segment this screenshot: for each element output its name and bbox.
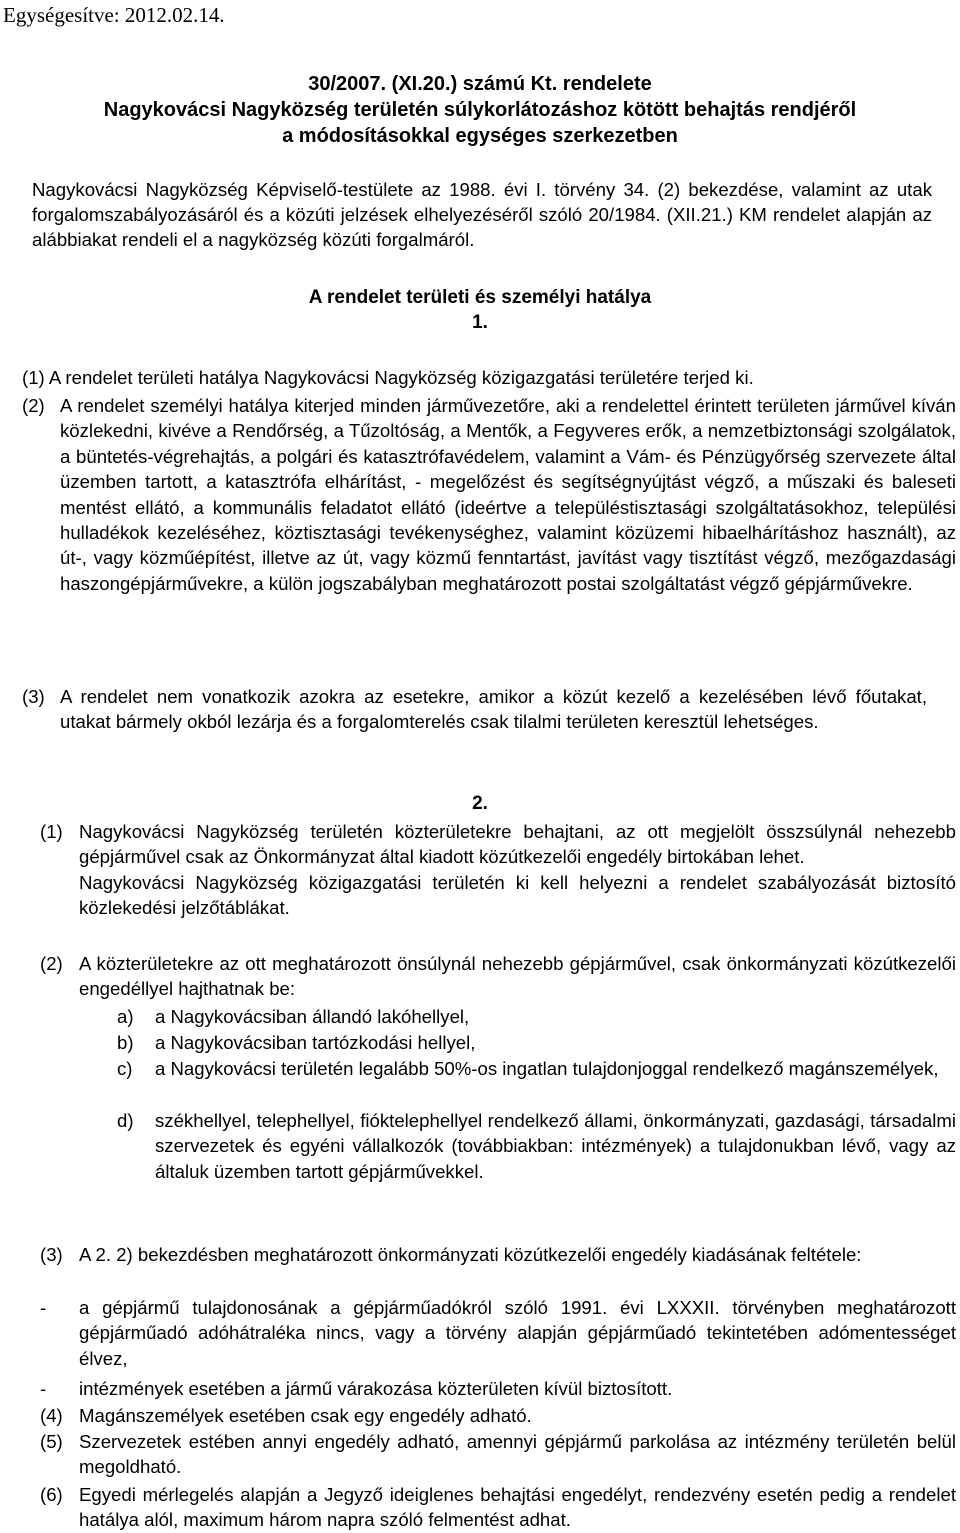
section-1-paragraph-2 (22, 393, 956, 596)
paragraph-text: Egyedi mérlegelés alapján a Jegyző ideiglenes behajtási engedélyt, rendezvény esetén pedig a rendelet hatálya alól, maximum három napra szóló felmentést adhat. (79, 1484, 956, 1531)
section-1-paragraph-3 (22, 684, 927, 735)
section-2-dash-item-1 (40, 1295, 956, 1371)
title-line-2: Nagykovácsi Nagyközség területén súlykorlátozáshoz kötött behajtás rendjéről (103, 99, 857, 121)
section-2-paragraph-6 (40, 1482, 956, 1533)
paragraph-text: Nagykovácsi Nagyközség területén közterületekre behajtani, az ott megjelölt összsúlynál nehezebb gépjárművel csak az Önkormányzat által kiadott közútkezelői engedély birtokában lehet. (79, 821, 956, 868)
section-2-paragraph-3 (40, 1242, 956, 1267)
paragraph-text-continued: Nagykovácsi Nagyközség közigazgatási területén ki kell helyezni a rendelet szabályozását biztosító közlekedési jelzőtáblákat. (79, 871, 956, 919)
section-2-paragraph-1 (40, 819, 956, 921)
section-2-paragraph-4 (40, 1403, 956, 1428)
item-mark: c) (117, 1058, 133, 1079)
paragraph-text: Magánszemélyek esetében csak egy engedély adható. (79, 1405, 532, 1426)
item-text: a Nagykovácsiban állandó lakóhellyel, (155, 1006, 470, 1027)
paragraph-text: Szervezetek estében annyi engedély adható, amennyi gépjármű parkolása az intézmény területén belül megoldható. (79, 1431, 956, 1478)
section-2-item-a (117, 1004, 956, 1029)
item-mark: d) (117, 1110, 134, 1131)
dash-mark: - (40, 1297, 47, 1318)
section-2-item-d (117, 1108, 956, 1184)
section-1-number: 1. (472, 312, 488, 333)
paragraph-number: (2) (40, 953, 63, 974)
dash-item-text: a gépjármű tulajdonosának a gépjárműadókról szóló 1991. évi LXXXII. törvényben meghatározott gépjárműadó adóhátraléka nincs, vagy a törvény alapján gépjárműadó tekintetében adómentességet élvez, (79, 1297, 956, 1369)
paragraph-text: A közterületekre az ott meghatározott önsúlynál nehezebb gépjárművel, csak önkormányzati közútkezelői engedéllyel hajthatnak be: (79, 953, 956, 1000)
paragraph-text: A rendelet nem vonatkozik azokra az esetekre, amikor a közút kezelő a kezelésében lévő főutakat, utakat bármely okból lezárja és a forgalomterelés csak tilalmi területen keresztül lehetséges. (60, 686, 927, 733)
document-title (0, 71, 960, 149)
unification-date: Egységesítve: 2012.02.14. (3, 3, 225, 27)
paragraph-text: A 2. 2) bekezdésben meghatározott önkormányzati közútkezelői engedély kiadásának feltétele: (79, 1244, 862, 1265)
section-2-dash-item-2 (40, 1376, 956, 1401)
paragraph-number: (6) (40, 1484, 63, 1505)
paragraph-number: (2) (22, 395, 45, 416)
item-text: a Nagykovácsiban tartózkodási hellyel, (155, 1032, 476, 1053)
section-2-item-c (117, 1056, 956, 1081)
paragraph-number: (5) (40, 1431, 63, 1452)
item-text: székhellyel, telephellyel, fióktelephellyel rendelkező állami, önkormányzati, gazdasági, társadalmi szervezetek és egyéni vállalkozók (továbbiakban: intézmények) a tulajdonukban lévő, vagy az általuk üzemben tartott gépjárművekkel. (155, 1110, 956, 1182)
title-line-1: 30/2007. (XI.20.) számú Kt. rendelete (308, 73, 652, 95)
paragraph-text: A rendelet személyi hatálya kiterjed minden járművezetőre, aki a rendelettel érintett területen járművel kíván közlekedni, kivéve a Rendőrség, a Tűzoltóság, a Mentők, a Fegyveres erők, a nemzetbiztonsági szolgálatok, a büntetés-végrehajtás, a polgári és katasztrófavédelem, valamint a Vám- és Pénzügyőrség szervezete által üzemben tartott, a katasztrófa elhárítást, - megelőzést és segítségnyújtást végző, a műszaki és baleseti mentést ellátó, a kommunális feladatot ellátó (ideértve a településtisztasági szolgáltatásokhoz, települési hulladékok kezeléséhez, köztisztasági tevékenységhez, valamint közüzemi hibaelhárításhoz használt), az út-, vagy közműépítést, illetve az út, vagy közmű fenntartást, javítást vagy tisztítást végző, mezőgazdasági haszongépjárművekre, a külön jogszabályban meghatározott postai szolgáltatást végző gépjárművekre. (60, 395, 956, 594)
paragraph-number: (4) (40, 1405, 63, 1426)
item-mark: b) (117, 1032, 134, 1053)
section-1-paragraph-1: (1) A rendelet területi hatálya Nagykovácsi Nagyközség közigazgatási területére terjed ki. (22, 367, 754, 388)
preamble: Nagykovácsi Nagyközség Képviselő-testülete az 1988. évi I. törvény 34. (2) bekezdése, valamint az utak forgalomszabályozásáról és a közúti jelzések elhelyezéséről szóló 20/1984. (XII.21.) KM rendelet alapján az alábbiakat rendeli el a nagyközség közúti forgalmáról. (32, 179, 932, 250)
section-2-item-b (117, 1030, 956, 1055)
paragraph-number: (3) (40, 1244, 63, 1265)
paragraph-number: (1) (40, 821, 63, 842)
item-mark: a) (117, 1006, 134, 1027)
dash-mark: - (40, 1378, 47, 1399)
title-line-3: a módosításokkal egységes szerkezetben (282, 125, 678, 147)
item-text: a Nagykovácsi területén legalább 50%-os ingatlan tulajdonjoggal rendelkező magánszemélyek, (155, 1058, 939, 1079)
section-2-paragraph-2 (40, 951, 956, 1002)
section-2-number: 2. (472, 793, 488, 814)
paragraph-number: (3) (22, 686, 45, 707)
section-2-paragraph-5 (40, 1429, 956, 1480)
dash-item-text: intézmények esetében a jármű várakozása közterületen kívül biztosított. (79, 1378, 673, 1399)
section-1-heading: A rendelet területi és személyi hatálya (308, 287, 652, 308)
